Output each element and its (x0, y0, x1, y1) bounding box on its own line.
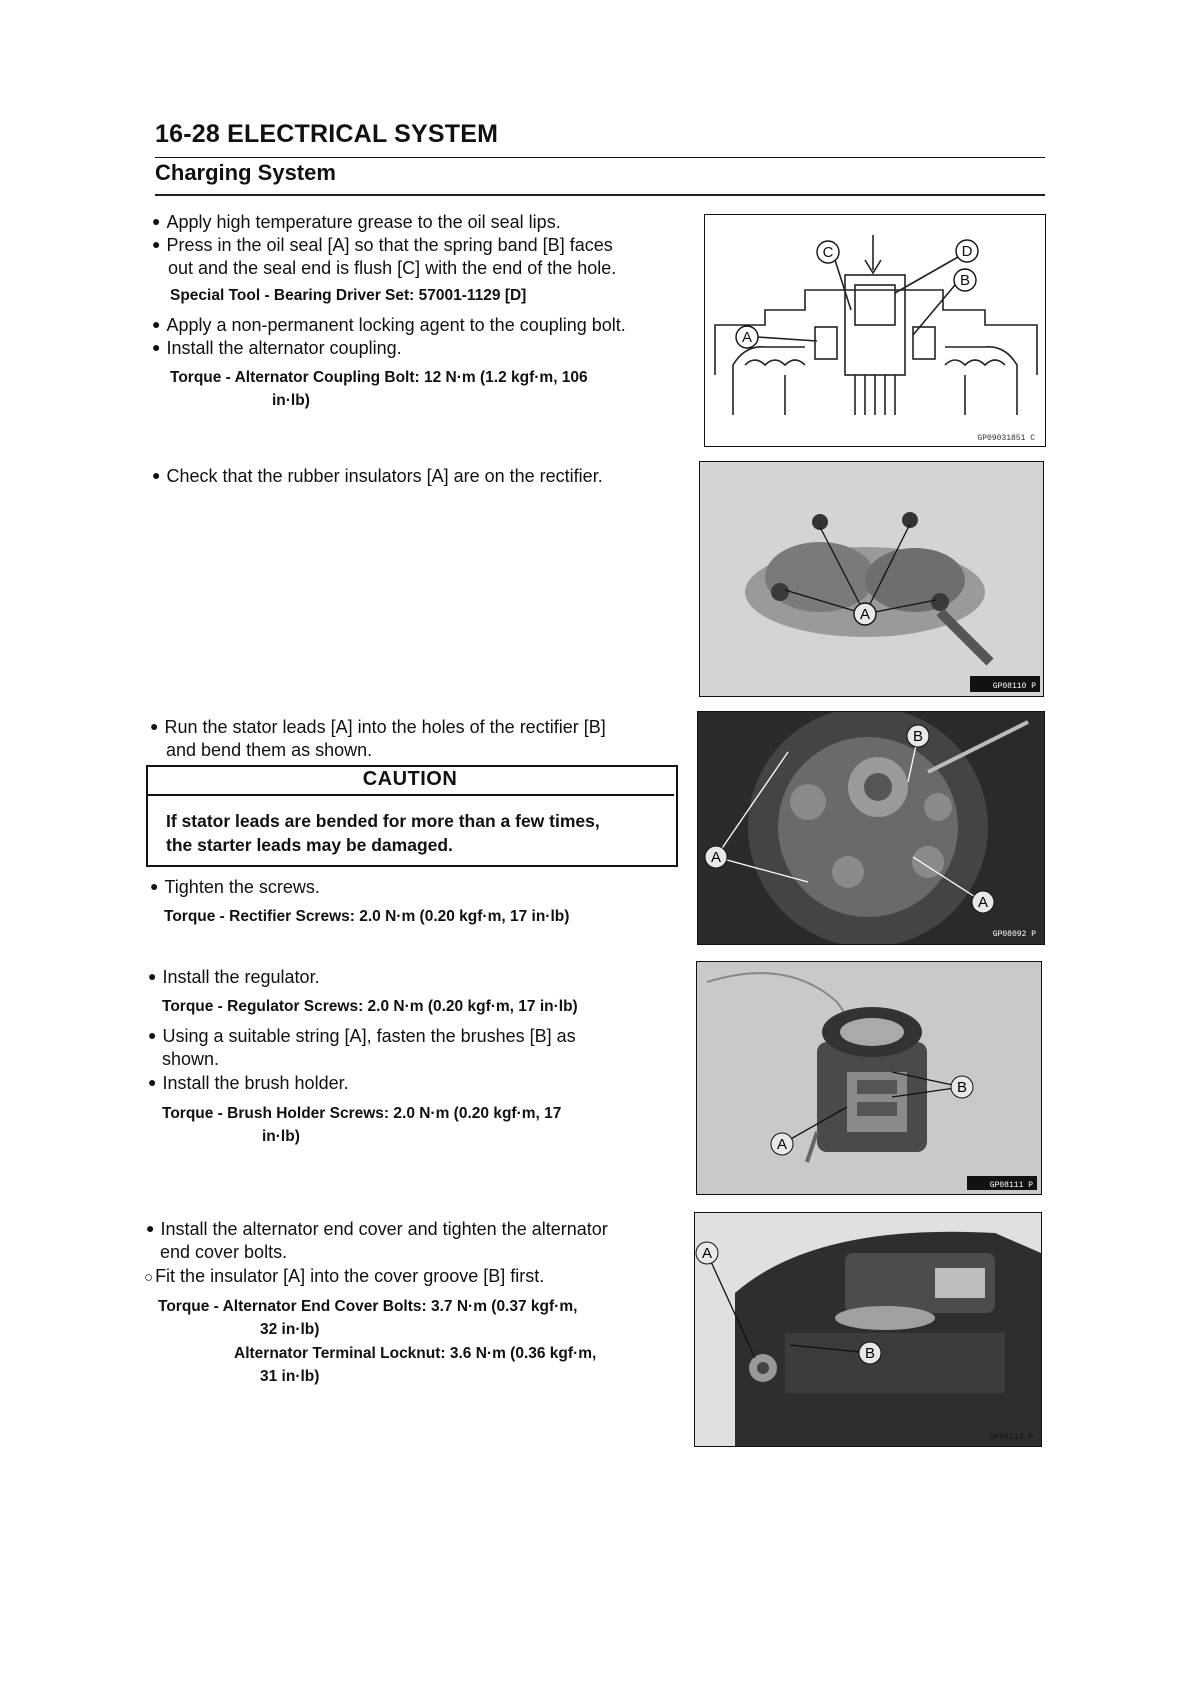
fig4-code: GP08111 P (989, 1181, 1033, 1190)
torque-terminal-locknut-cont: 31 in·lb) (260, 1368, 320, 1385)
step-install-regulator: ● Install the regulator. (148, 966, 320, 989)
step-tighten-screws: ● Tighten the screws. (150, 876, 320, 899)
special-tool: Special Tool - Bearing Driver Set: 57001-1129 [D] (170, 287, 527, 304)
figure-stator-leads-photo (697, 711, 1045, 945)
step-press-seal: ● Press in the oil seal [A] so that the spring band [B] faces (152, 234, 613, 257)
figure-rectifier-photo (699, 461, 1044, 697)
fig1-label-c: C (822, 244, 834, 261)
fig1-code: GP09031851 C (977, 434, 1035, 443)
torque-rectifier-screws: Torque - Rectifier Screws: 2.0 N·m (0.20 kgf·m, 17 in·lb) (164, 908, 570, 925)
step-run-stator-leads: ● Run the stator leads [A] into the holes of the rectifier [B] (150, 716, 606, 739)
fig5-label-b: B (864, 1345, 876, 1362)
figure-oil-seal-diagram (704, 214, 1046, 447)
torque-coupling-bolt-cont: in·lb) (272, 392, 310, 409)
torque-terminal-locknut: Alternator Terminal Locknut: 3.6 N·m (0.36 kgf·m, (234, 1345, 597, 1362)
torque-regulator-screws: Torque - Regulator Screws: 2.0 N·m (0.20 kgf·m, 17 in·lb) (162, 998, 578, 1015)
step-locking-agent: ● Apply a non-permanent locking agent to the coupling bolt. (152, 314, 626, 337)
fig3-label-a-right: A (977, 894, 989, 911)
torque-brush-holder-cont: in·lb) (262, 1128, 300, 1145)
caution-rule (146, 794, 674, 796)
torque-coupling-bolt: Torque - Alternator Coupling Bolt: 12 N·m (1.2 kgf·m, 106 (170, 369, 588, 386)
caution-title: CAUTION (362, 768, 458, 790)
torque-brush-holder: Torque - Brush Holder Screws: 2.0 N·m (0.20 kgf·m, 17 (162, 1105, 562, 1122)
torque-end-cover-bolts-cont: 32 in·lb) (260, 1321, 320, 1338)
fig4-label-b: B (956, 1079, 968, 1096)
step-install-coupling: ● Install the alternator coupling. (152, 337, 402, 360)
fig5-label-a: A (701, 1245, 713, 1262)
section-rule (155, 194, 1045, 196)
section-title: Charging System (155, 160, 336, 185)
step-press-seal-cont: out and the seal end is flush [C] with the end of the hole. (168, 258, 617, 278)
fig5-code: GP08113 P (989, 1433, 1033, 1442)
page-heading: 16-28 ELECTRICAL SYSTEM (155, 120, 499, 148)
fig4-label-a: A (776, 1136, 788, 1153)
step-run-stator-leads-cont: and bend them as shown. (166, 740, 373, 760)
fig1-label-a: A (741, 329, 753, 346)
fig1-label-b: B (959, 272, 971, 289)
step-install-brush-holder: ● Install the brush holder. (148, 1072, 349, 1095)
torque-end-cover-bolts: Torque - Alternator End Cover Bolts: 3.7 N·m (0.37 kgf·m, (158, 1298, 578, 1315)
fig3-label-a-left: A (710, 849, 722, 866)
fig2-code: GP08110 P (992, 682, 1036, 691)
step-fit-insulator: ○ Fit the insulator [A] into the cover groove [B] first. (144, 1265, 544, 1289)
header-rule (155, 157, 1045, 158)
figure-brush-holder-photo (696, 961, 1042, 1195)
step-install-end-cover: ● Install the alternator end cover and tighten the alternator (146, 1218, 608, 1241)
caution-text-line2: the starter leads may be damaged. (166, 835, 453, 855)
caution-text-line1: If stator leads are bended for more than a few times, (166, 811, 600, 831)
step-check-insulators: ● Check that the rubber insulators [A] are on the rectifier. (152, 465, 603, 488)
figure-end-cover-photo (694, 1212, 1042, 1447)
step-install-end-cover-cont: end cover bolts. (160, 1242, 288, 1262)
fig2-label-a: A (859, 606, 871, 623)
fig1-label-d: D (961, 243, 973, 260)
step-fasten-brushes: ● Using a suitable string [A], fasten the brushes [B] as (148, 1025, 576, 1048)
fig3-label-b: B (912, 728, 924, 745)
step-fasten-brushes-cont: shown. (162, 1049, 220, 1069)
fig3-code: GP08092 P (992, 930, 1036, 939)
step-grease: ● Apply high temperature grease to the oil seal lips. (152, 211, 561, 234)
